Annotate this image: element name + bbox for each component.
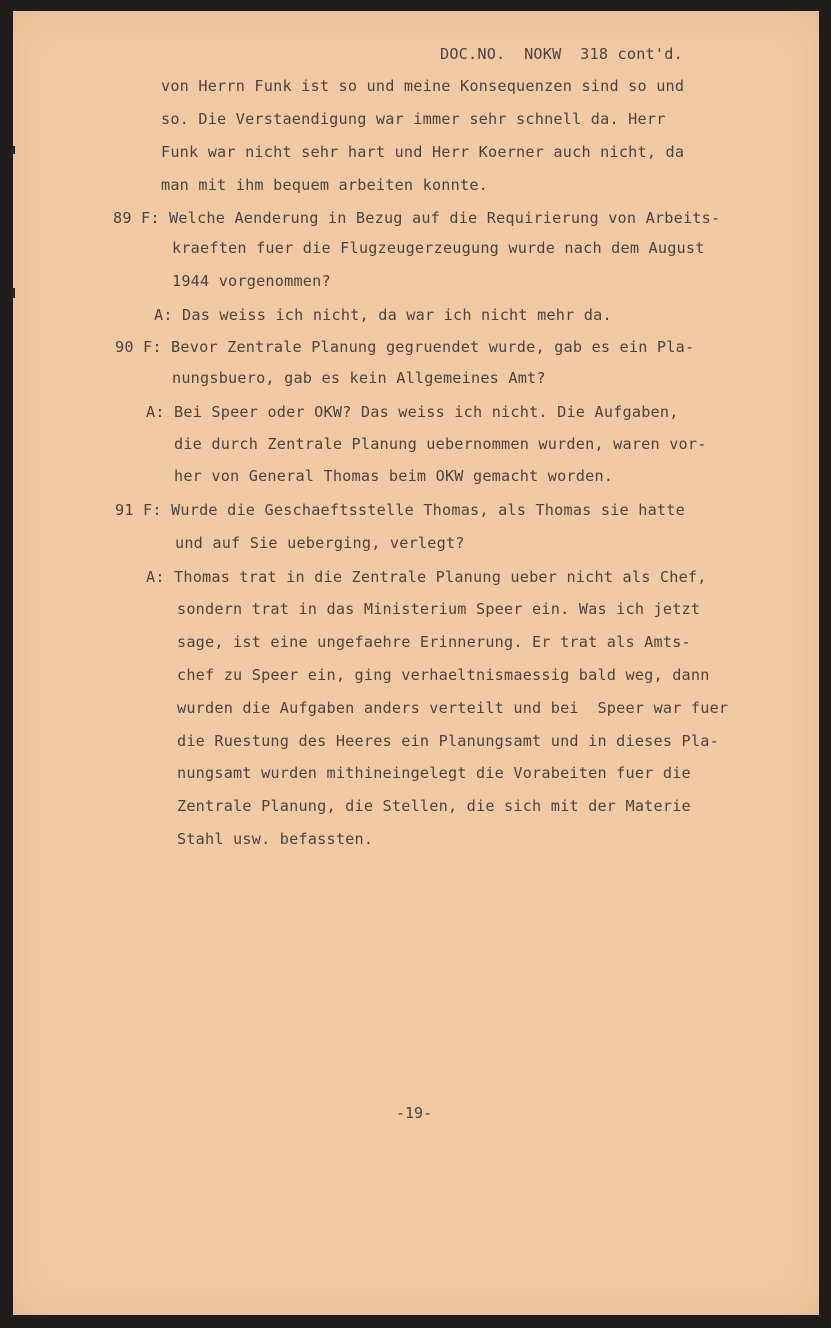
answer-89: A: Das weiss ich nicht, da war ich nicht mehr da. <box>154 306 612 324</box>
doc-header: DOC.NO. NOKW 318 cont'd. <box>440 45 683 63</box>
text-line: man mit ihm bequem arbeiten konnte. <box>161 176 489 194</box>
page-number: -19- <box>396 1104 433 1122</box>
text-line: so. Die Verstaendigung war immer sehr schnell da. Herr <box>161 110 666 128</box>
question-91: 91 F: Wurde die Geschaeftsstelle Thomas, als Thomas sie hatte <box>115 501 685 519</box>
text-line: und auf Sie ueberging, verlegt? <box>175 534 465 552</box>
text-line: Zentrale Planung, die Stellen, die sich mit der Materie <box>177 797 691 815</box>
text-line: nungsamt wurden mithineingelegt die Vorabeiten fuer die <box>177 764 691 782</box>
text-line: sondern trat in das Ministerium Speer ein. Was ich jetzt <box>177 600 701 618</box>
question-90: 90 F: Bevor Zentrale Planung gegruendet wurde, gab es ein Pla- <box>115 338 695 356</box>
text-line: 1944 vorgenommen? <box>172 272 331 290</box>
text-line: kraeften fuer die Flugzeugerzeugung wurde nach dem August <box>172 239 705 257</box>
edge-mark-top <box>11 146 15 154</box>
answer-90: A: Bei Speer oder OKW? Das weiss ich nicht. Die Aufgaben, <box>146 403 679 421</box>
text-line: Stahl usw. befassten. <box>177 830 374 848</box>
text-line: Funk war nicht sehr hart und Herr Koerner auch nicht, da <box>161 143 685 161</box>
text-line: her von General Thomas beim OKW gemacht worden. <box>174 467 614 485</box>
text-line: sage, ist eine ungefaehre Erinnerung. Er trat als Amts- <box>177 633 691 651</box>
text-line: die durch Zentrale Planung uebernommen wurden, waren vor- <box>174 435 707 453</box>
answer-91: A: Thomas trat in die Zentrale Planung ueber nicht als Chef, <box>146 568 707 586</box>
text-line: die Ruestung des Heeres ein Planungsamt und in dieses Pla- <box>177 732 719 750</box>
text-line: wurden die Aufgaben anders verteilt und bei Speer war fuer <box>177 699 729 717</box>
text-line: nungsbuero, gab es kein Allgemeines Amt? <box>172 369 546 387</box>
text-line: von Herrn Funk ist so und meine Konsequenzen sind so und <box>161 77 685 95</box>
text-line: chef zu Speer ein, ging verhaeltnismaessig bald weg, dann <box>177 666 710 684</box>
edge-mark-bottom <box>11 288 15 298</box>
question-89: 89 F: Welche Aenderung in Bezug auf die Requirierung von Arbeits- <box>113 209 721 227</box>
